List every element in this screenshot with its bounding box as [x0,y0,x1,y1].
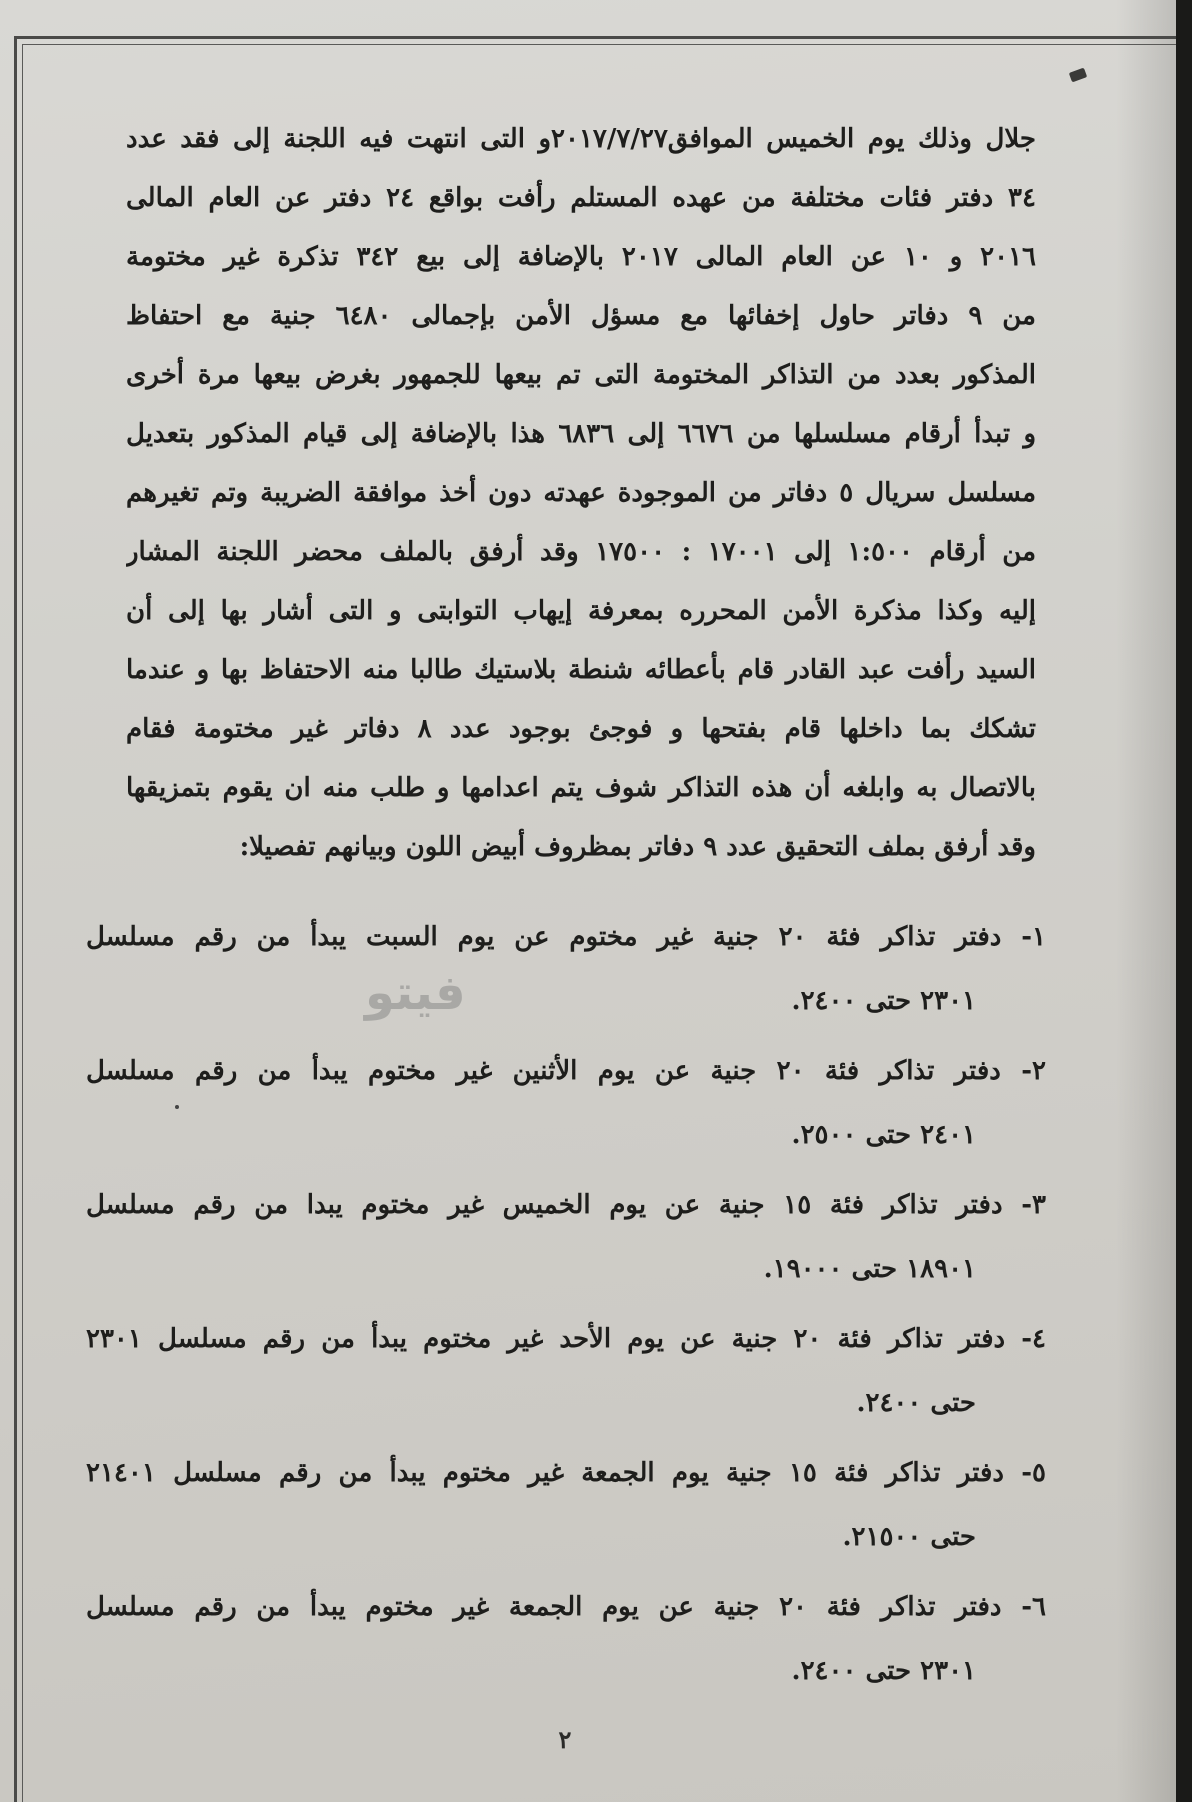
paragraph-line: و تبدأ أرقام مسلسلها من ٦٦٧٦ إلى ٦٨٣٦ هذا بالإضافة إلى قيام المذكور بتعديل [126,419,1036,449]
list-item-continuation: ٢٤٠١ حتى ٢٥٠٠. [791,1120,976,1150]
ink-dot [175,1105,179,1109]
list-item-continuation: ١٨٩٠١ حتى ١٩٠٠٠. [763,1254,976,1284]
paragraph-line: تشكك بما داخلها قام بفتحها و فوجئ بوجود عدد ٨ دفاتر غير مختومة فقام [126,714,1036,744]
list-item-line: ٥- دفتر تذاكر فئة ١٥ جنية يوم الجمعة غير مختوم يبدأ من رقم مسلسل ٢١٤٠١ [86,1458,1046,1488]
paragraph-line: المذكور بعدد من التذاكر المختومة التى تم بيعها للجمهور بغرض بيعها مرة أخرى [126,360,1036,390]
list-item-line: ٦- دفتر تذاكر فئة ٢٠ جنية عن يوم الجمعة غير مختوم يبدأ من رقم مسلسل [86,1592,1046,1622]
watermark-text: فيتو [365,965,466,1021]
list-item [86,1039,1046,1167]
list-item-line: ١- دفتر تذاكر فئة ٢٠ جنية غير مختوم عن يوم السبت يبدأ من رقم مسلسل [86,922,1046,952]
list-item-line: ٣- دفتر تذاكر فئة ١٥ جنية عن يوم الخميس غير مختوم يبدا من رقم مسلسل [86,1190,1046,1220]
paragraph-line: مسلسل سريال ٥ دفاتر من الموجودة عهدته دون أخذ موافقة الضريبة وتم تغيرهم [126,478,1036,508]
paragraph-line: جلال وذلك يوم الخميس الموافق٢٠١٧/٧/٢٧و التى انتهت فيه اللجنة إلى فقد عدد [126,124,1036,154]
list-item [86,1575,1046,1703]
list-item-line: ٢- دفتر تذاكر فئة ٢٠ جنية عن يوم الأثنين غير مختوم يبدأ من رقم مسلسل [86,1056,1046,1086]
paragraph-line: إليه وكذا مذكرة الأمن المحرره بمعرفة إيهاب التوابتى و التى أشار بها إلى أن [126,596,1036,626]
page-number: ٢ [558,1725,572,1754]
list-item [86,1307,1046,1435]
watermark-logo [365,965,466,1021]
body-paragraph [126,110,1036,877]
list-item [86,1441,1046,1569]
paragraph-line: من ٩ دفاتر حاول إخفائها مع مسؤل الأمن بإجمالى ٦٤٨٠ جنية مع احتفاظ [126,301,1036,331]
list-item-continuation: ٢٣٠١ حتى ٢٤٠٠. [791,1656,976,1686]
list-item-line: ٤- دفتر تذاكر فئة ٢٠ جنية عن يوم الأحد غير مختوم يبدأ من رقم مسلسل ٢٣٠١ [86,1324,1046,1354]
paragraph-line: وقد أرفق بملف التحقيق عدد ٩ دفاتر بمظروف أبيض اللون وبيانهم تفصيلا: [239,832,1036,862]
paragraph-line: بالاتصال به وابلغه أن هذه التذاكر شوف يتم اعدامها و طلب منه ان يقوم بتمزيقها [126,773,1036,803]
list-item [86,1173,1046,1301]
paragraph-line: ٢٠١٦ و ١٠ عن العام المالى ٢٠١٧ بالإضافة إلى بيع ٣٤٢ تذكرة غير مختومة [126,242,1036,272]
list-item [86,905,1046,1033]
list-item-continuation: ٢٣٠١ حتى ٢٤٠٠. [791,986,976,1016]
list-item-continuation: حتى ٢٤٠٠. [856,1388,976,1418]
paragraph-line: السيد رأفت عبد القادر قام بأعطائه شنطة بلاستيك طالبا منه الاحتفاظ بها و عندما [126,655,1036,685]
numbered-list [86,905,1046,1709]
list-item-continuation: حتى ٢١٥٠٠. [842,1522,976,1552]
paragraph-line: ٣٤ دفتر فئات مختلفة من عهده المستلم رأفت بواقع ٢٤ دفتر عن العام المالى [126,183,1036,213]
paragraph-line: من أرقام ١:٥٠٠ إلى ١٧٠٠١ : ١٧٥٠٠ وقد أرفق بالملف محضر اللجنة المشار [126,537,1036,567]
